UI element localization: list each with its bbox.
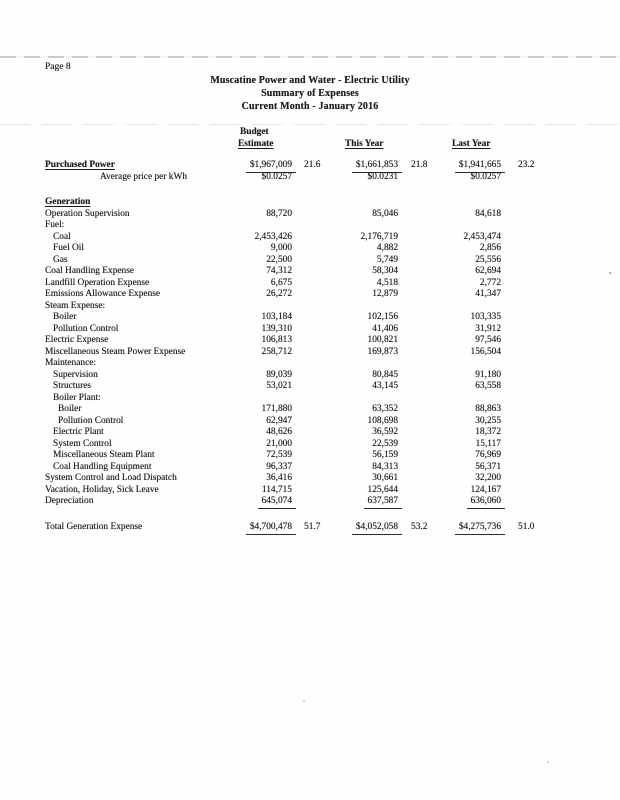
table-row (0, 183, 620, 197)
table-row (0, 496, 620, 508)
table-row (0, 324, 620, 336)
last-year-value: 91,180 (475, 369, 501, 380)
page-number: Page 8 (45, 62, 71, 72)
row-label: Maintenance: (45, 358, 97, 368)
row-label: Vacation, Holiday, Sick Leave (45, 484, 159, 495)
budget-value: 103,184 (261, 312, 292, 322)
last-year-percent: 23.2 (518, 160, 535, 170)
last-year-percent: 51.0 (518, 521, 535, 532)
last-year-value: 2,856 (479, 243, 501, 253)
table-row (0, 172, 620, 184)
budget-value: 48,626 (266, 427, 292, 437)
row-label: Miscellaneous Steam Plant (53, 450, 155, 460)
budget-value: 9,000 (270, 243, 292, 253)
last-year-value: 30,255 (475, 415, 501, 426)
row-label: Boiler Plant: (53, 392, 101, 403)
row-label: Supervision (53, 369, 98, 380)
table-row (0, 439, 620, 451)
table-row (0, 220, 620, 232)
table-row (0, 473, 620, 485)
this-year-value: 12,879 (372, 289, 398, 299)
last-year-value: 25,556 (475, 254, 501, 265)
budget-value: 171,880 (261, 404, 292, 414)
last-year-value: 15,117 (475, 438, 501, 449)
report-subtitle: Summary of Expenses (261, 88, 359, 99)
table-row (0, 255, 620, 267)
table-row (0, 404, 620, 416)
this-year-value: 41,406 (372, 323, 398, 334)
row-label: Landfill Operation Expense (45, 277, 150, 288)
this-year-value: 125,644 (367, 484, 398, 495)
row-label: Fuel: (45, 220, 65, 230)
row-label: Operation Supervision (45, 208, 130, 219)
last-year-value: 63,558 (475, 381, 501, 391)
last-year-value: 31,912 (475, 323, 501, 334)
budget-value: $4,700,478 (180, 522, 292, 535)
row-label: Coal (53, 231, 71, 242)
budget-value: 74,312 (266, 266, 292, 276)
scan-artifact-line (0, 56, 620, 58)
column-header-estimate: Estimate (238, 139, 274, 149)
this-year-value: 4,882 (376, 243, 398, 253)
this-year-value: $0.0231 (367, 171, 398, 182)
report-title: Muscatine Power and Water - Electric Utility (210, 75, 410, 86)
table-row (0, 301, 620, 313)
table-row (0, 347, 620, 359)
budget-percent: 21.6 (304, 160, 321, 170)
table-row (0, 278, 620, 290)
table-row (0, 393, 620, 405)
column-header-this-year: This Year (345, 139, 384, 149)
table-row (0, 462, 620, 474)
this-year-percent: 21.8 (411, 160, 428, 170)
row-label: Total Generation Expense (45, 521, 143, 532)
last-year-value: $4,275,736 (398, 522, 501, 535)
row-label: Electric Plant (53, 427, 104, 437)
this-year-value: 169,873 (367, 346, 398, 357)
budget-value: 106,813 (261, 335, 292, 345)
last-year-value: $1,941,665 (398, 160, 501, 173)
this-year-value: 22,539 (372, 438, 398, 449)
this-year-value: 58,304 (372, 266, 398, 276)
last-year-value: 18,372 (475, 427, 501, 437)
column-header-budget: Budget (240, 127, 269, 137)
table-row (0, 358, 620, 370)
budget-value: 6,675 (270, 277, 292, 288)
row-label: Electric Expense (45, 335, 109, 345)
this-year-value: 56,159 (372, 450, 398, 460)
budget-value: 258,712 (261, 346, 292, 357)
budget-value: 62,947 (266, 415, 292, 426)
report-period: Current Month - January 2016 (241, 101, 379, 112)
last-year-value: 2,453,474 (463, 231, 501, 242)
budget-value: 36,416 (266, 473, 292, 483)
last-year-value: 2,772 (479, 277, 501, 288)
row-label: Average price per kWh (100, 171, 188, 182)
this-year-value: 637,587 (294, 496, 398, 509)
row-label: Purchased Power (45, 160, 115, 170)
last-year-value: 97,546 (475, 335, 501, 345)
row-label: System Control and Load Dispatch (45, 473, 177, 483)
this-year-value: 43,145 (372, 381, 398, 391)
this-year-value: $4,052,058 (294, 522, 398, 535)
this-year-value: 5,749 (376, 254, 398, 265)
row-label: Miscellaneous Steam Power Expense (45, 346, 186, 357)
budget-value: 72,539 (266, 450, 292, 460)
last-year-value: $0.0257 (470, 171, 501, 182)
row-label: Steam Expense: (45, 300, 106, 311)
row-label: Depreciation (45, 496, 94, 506)
this-year-value: 63,352 (372, 404, 398, 414)
table-row (0, 335, 620, 347)
last-year-value: 41,347 (475, 289, 501, 299)
row-label: Boiler (58, 404, 82, 414)
expense-table (0, 160, 620, 533)
this-year-value: 85,046 (372, 208, 398, 219)
this-year-value: 30,661 (372, 473, 398, 483)
row-label: Coal Handling Equipment (53, 461, 152, 472)
table-row (0, 508, 620, 522)
budget-percent: 51.7 (304, 521, 321, 532)
last-year-value: 32,200 (475, 473, 501, 483)
table-row (0, 416, 620, 428)
this-year-value: 102,156 (367, 312, 398, 322)
table-row (0, 312, 620, 324)
row-label: Structures (53, 381, 92, 391)
last-year-value: 88,863 (475, 404, 501, 414)
this-year-value: 36,592 (372, 427, 398, 437)
row-label: Fuel Oil (53, 243, 84, 253)
this-year-value: 4,518 (376, 277, 398, 288)
row-label: Gas (53, 254, 68, 265)
scan-speck (303, 700, 305, 702)
last-year-value: 84,618 (475, 208, 501, 219)
budget-value: 89,039 (266, 369, 292, 380)
this-year-percent: 53.2 (411, 521, 428, 532)
row-label: Coal Handling Expense (45, 266, 135, 276)
this-year-value: 2,176,719 (360, 231, 398, 242)
row-label: Boiler (53, 312, 77, 322)
budget-value: 645,074 (180, 496, 292, 509)
budget-value: 88,720 (266, 208, 292, 219)
budget-value: 21,000 (266, 438, 292, 449)
table-row (0, 266, 620, 278)
this-year-value: 84,313 (372, 461, 398, 472)
this-year-value: 108,698 (367, 415, 398, 426)
column-header-last-year: Last Year (452, 139, 491, 149)
budget-value: 114,715 (261, 484, 292, 495)
table-row (0, 427, 620, 439)
last-year-value: 56,371 (475, 461, 501, 472)
row-label: Generation (45, 197, 91, 207)
table-row (0, 485, 620, 497)
budget-value: 53,021 (266, 381, 292, 391)
table-row (0, 381, 620, 393)
last-year-value: 76,969 (475, 450, 501, 460)
table-row (0, 522, 620, 534)
last-year-value: 103,335 (470, 312, 501, 322)
this-year-value: $1,661,853 (294, 160, 398, 173)
this-year-value: 80,845 (372, 369, 398, 380)
last-year-value: 156,504 (470, 346, 501, 357)
last-year-value: 124,167 (470, 484, 501, 495)
this-year-value: 100,821 (367, 335, 398, 345)
table-row (0, 450, 620, 462)
last-year-value: 62,694 (475, 266, 501, 276)
table-row (0, 243, 620, 255)
scan-artifact-line (0, 124, 620, 125)
table-row (0, 197, 620, 209)
budget-value: 26,272 (266, 289, 292, 299)
budget-value: 2,453,426 (254, 231, 292, 242)
table-row (0, 160, 620, 172)
last-year-value: 636,060 (398, 496, 501, 509)
row-label: Pollution Control (53, 323, 119, 334)
table-row (0, 209, 620, 221)
budget-value: $1,967,009 (180, 160, 292, 173)
budget-value: 96,337 (266, 461, 292, 472)
scan-speck (547, 761, 549, 763)
budget-value: 139,310 (261, 323, 292, 334)
table-row (0, 289, 620, 301)
budget-value: $0.0257 (261, 171, 292, 182)
row-label: Pollution Control (58, 415, 124, 426)
table-row (0, 370, 620, 382)
budget-value: 22,500 (266, 254, 292, 265)
table-row (0, 232, 620, 244)
row-label: System Control (53, 438, 112, 449)
row-label: Emissions Allowance Expense (45, 289, 161, 299)
